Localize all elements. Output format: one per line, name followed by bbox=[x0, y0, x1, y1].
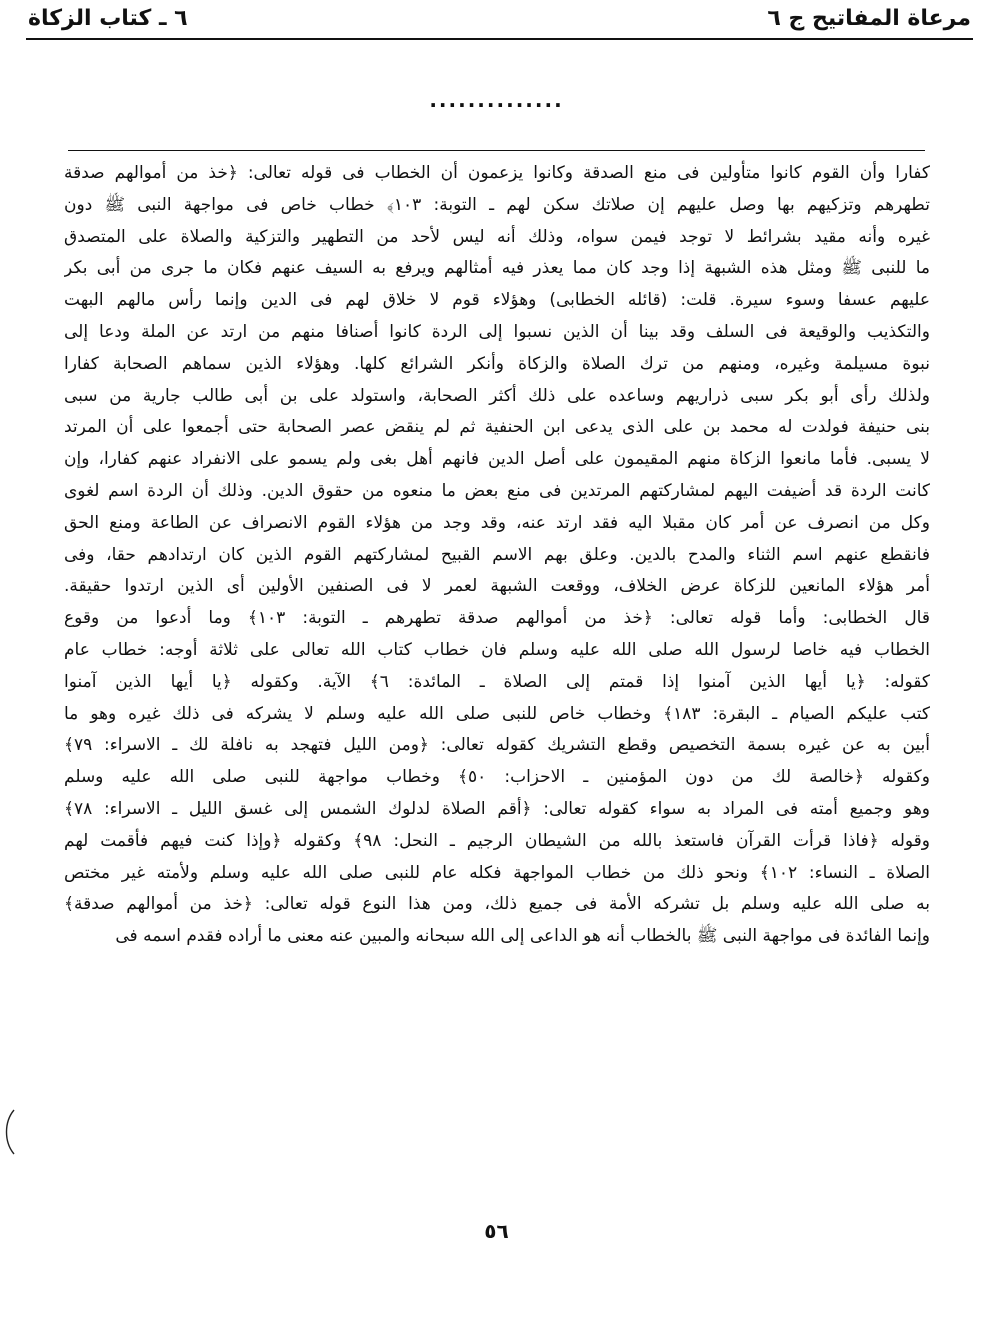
running-header bbox=[28, 4, 971, 38]
text-line: وإنما الفائدة فى مواجهة النبى ﷺ بالخطاب أنه هو الداعى إلى الله سبحانه والمبين عنه معنى ما أراده فقدم اسمه فى bbox=[115, 926, 930, 947]
text-line: قال الخطابى: وأما قوله تعالى: ﴿خذ من أموالهم صدقة تطهرهم ـ التوبة: ١٠٣﴾ وما أدعوا من وقوع bbox=[64, 608, 930, 629]
margin-bracket-mark bbox=[0, 1108, 18, 1156]
text-line: وكقوله ﴿خالصة لك من دون المؤمنين ـ الاحزاب: ٥٠﴾ وخطاب مواجهة للنبى صلى الله عليه وسلم bbox=[64, 767, 930, 788]
text-line: كتب عليكم الصيام ـ البقرة: ١٨٣﴾ وخطاب خاص للنبى صلى الله عليه وسلم لا يشركه فى ذلك غيره وهو ما bbox=[64, 703, 930, 724]
text-line: ما للنبى ﷺ ومثل هذه الشبهة إذا وجد كان مما يعذر فيه أمثالهم ويرفع به السيف عنهم فكان ما جرى من أبى بكر bbox=[64, 258, 930, 279]
text-line: الخطاب فيه خاصا لرسول الله صلى الله عليه وسلم فان خطاب كتاب الله تعالى على ثلاثة أوجه: خطاب عام bbox=[64, 639, 930, 660]
text-line: الصلاة ـ النساء: ١٠٢﴾ ونحو ذلك من خطاب المواجهة فكله عام للنبى صلى الله عليه وسلم ولأمته غير مختص bbox=[64, 862, 930, 883]
text-line: كفارا وأن القوم كانوا متأولين فى منع الصدقة وكانوا يزعمون أن الخطاب فى قوله تعالى: ﴿خذ من أموالهم صدقة bbox=[64, 163, 930, 183]
text-line: وهو وجميع أمته فى المراد به سواء كقوله تعالى: ﴿أقم الصلاة لدلوك الشمس إلى غسق الليل ـ الاسراء: ٧٨﴾ bbox=[64, 798, 930, 819]
section-separator: .............. bbox=[429, 88, 564, 112]
text-line: كقوله: ﴿يا أيها الذين آمنوا إذا قمتم إلى الصلاة ـ المائدة: ٦﴾ الآية. وكقوله ﴿يا أيها الذين آمنوا bbox=[64, 671, 930, 692]
text-line: فانقطع عنهم اسم الثناء والمدح بالدين. وعلق بهم الاسم القبيح لمشاركتهم القوم الذين كان ارتدادهم حقا، وفى bbox=[64, 544, 930, 565]
text-line: نبوة مسيلمة وغيره، ومنهم من ترك الصلاة والزكاة وأنكر الشرائع كلها. وهؤلاء الذين سماهم الصحابة كفارا bbox=[64, 353, 930, 374]
text-line: أمر هؤلاء المانعين للزكاة عرض الخلاف، ووقعت الشبهة لعمر لا فى الصنفين الأولين أى الذين ارتدوا حقيقة. bbox=[64, 576, 930, 597]
chapter-title: ٦ ـ كتاب الزكاة bbox=[28, 6, 188, 31]
text-line: تطهرهم وتزكيهم بها وصل عليهم إن صلاتك سكن لهم ـ التوبة: ١٠٣﴾ خطاب خاص فى مواجهة النبى ﷺ دون bbox=[64, 194, 930, 215]
text-line: بنى حنيفة فولدت له محمد بن على الذى يدعى ابن الحنفية ثم لم ينقض عصر الصحابة حتى أجمعوا على أن المرتد bbox=[64, 417, 930, 438]
text-line: ولذلك رأى أبو بكر سبى ذراريهم وساعده على ذلك أكثر الصحابة، واستولد على بن أبى طالب جارية من سبى bbox=[64, 385, 930, 406]
body-top-rule bbox=[68, 150, 925, 151]
header-rule bbox=[26, 38, 973, 40]
text-line: به صلى الله عليه وسلم بل تشركه الأمة فى جميع ذلك، ومن هذا النوع قوله تعالى: ﴿خذ من أموالهم صدقة﴾ bbox=[64, 894, 930, 915]
book-title: مرعاة المفاتيح ج ٦ bbox=[767, 6, 971, 31]
text-line: لا يسبى. فأما مانعوا الزكاة منهم المقيمون على أصل الدين فانهم أهل بغى ولم يسمو على الانفراد عنهم كفارا، وإن bbox=[64, 449, 930, 470]
text-line: وكل من انصرف عن أمر كان مقبلا اليه فقد ارتد عنه، وقد وجد من هؤلاء القوم الانصراف عن الطاعة ومنع الحق bbox=[64, 512, 930, 533]
text-line: وقوله ﴿فاذا قرأت القرآن فاستعذ بالله من الشيطان الرجيم ـ النحل: ٩٨﴾ وكقوله ﴿وإذا كنت فيهم فأقمت لهم bbox=[64, 830, 930, 851]
text-line: أبين به عن غيره بسمة التخصيص وقطع التشريك كقوله تعالى: ﴿ومن الليل فتهجد به نافلة لك ـ الاسراء: ٧٩﴾ bbox=[64, 735, 930, 756]
text-line: كانت الردة قد أضيفت اليهم لمشاركتهم المرتدين فى منع بعض ما منعوه من حقوق الدين. وذلك أن الردة اسم لغوى bbox=[64, 480, 930, 501]
page-number: ٥٦ bbox=[484, 1219, 509, 1243]
text-line: غيره وأنه مقيد بشرائط لا توجد فيمن سواه، وذلك أنه ليس لأحد من التطهير والتزكية والصلاة على المتصدق bbox=[64, 226, 930, 247]
body-text bbox=[64, 158, 930, 953]
text-line: عليهم عسفا وسوء سيرة. قلت: (قائله الخطابى) وهؤلاء قوم لا خلاق لهم فى الدين وإنما رأس مالهم البهت bbox=[64, 290, 930, 311]
text-line: والتكذيب والوقيعة فى السلف وقد بينا أن الذين نسبوا إلى الردة كانوا أصنافا منهم من ارتد عن الملة ودعا إلى bbox=[64, 321, 930, 342]
